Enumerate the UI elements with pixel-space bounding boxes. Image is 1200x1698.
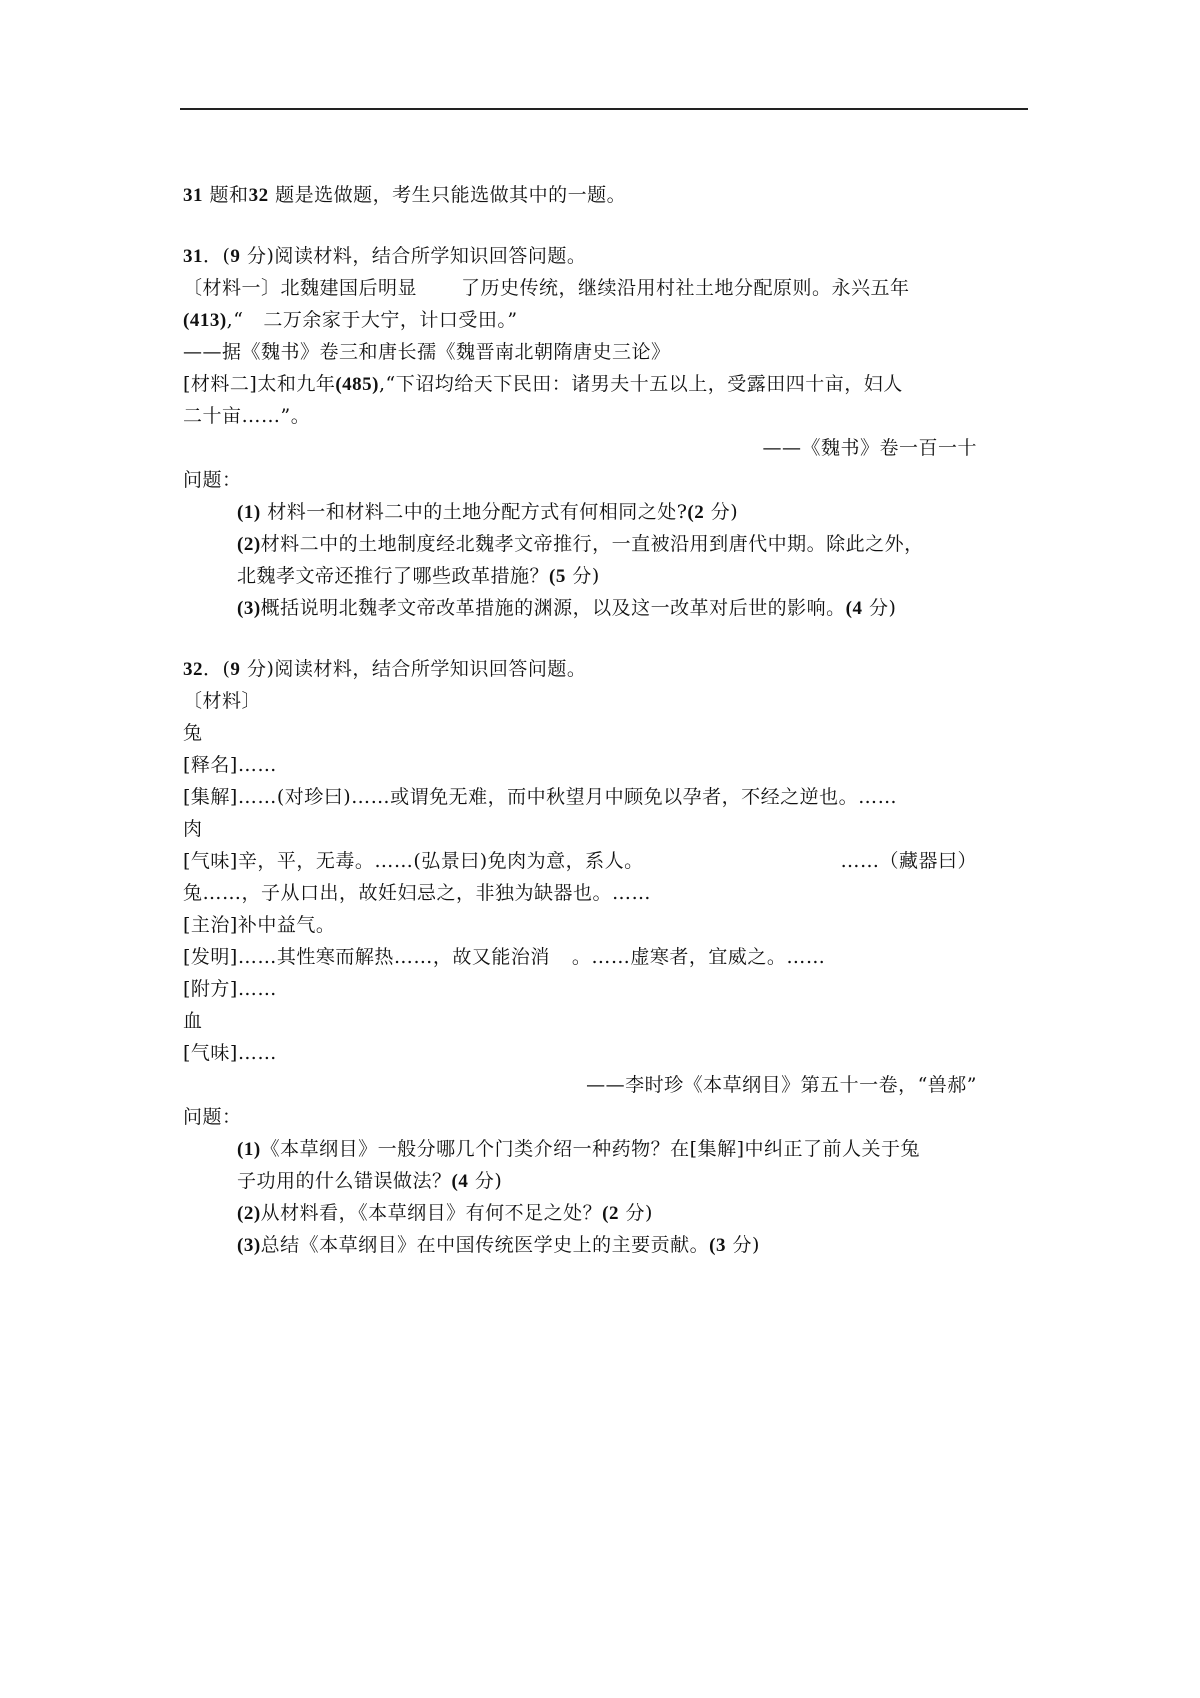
q32-stem: 32．(9 分)阅读材料，结合所学知识回答问题。 xyxy=(183,658,587,680)
q32-material-qiwei-right: ……（藏器曰） xyxy=(840,850,977,872)
q31-stem: 31．(9 分)阅读材料，结合所学知识回答问题。 xyxy=(183,245,587,267)
q32-material-qiwei: [气味]辛，平，无毒。……(弘景曰)免肉为意，系人。 xyxy=(183,850,644,872)
q31-material2-line2: 二十亩……”。 xyxy=(183,405,311,427)
q32-material-tu: 兔 xyxy=(183,722,203,744)
q31-subquestion-2-line1: (2)材料二中的土地制度经北魏孝文帝推行，一直被沿用到唐代中期。除此之外， xyxy=(237,533,924,555)
q31-material2-source: ——《魏书》卷一百一十 xyxy=(762,437,977,459)
q31-material1-line2: (413),“ 二万余家于大宁，计口受田。” xyxy=(183,309,518,331)
header-rule xyxy=(180,108,1028,110)
q31-material1-line1: 〔材料一〕北魏建国后明显 了历史传统，继续沿用村社土地分配原则。永兴五年 xyxy=(183,277,910,299)
q32-material-shiming: [释名]…… xyxy=(183,754,277,776)
intro-line: 31 题和32 题是选做题，考生只能选做其中的一题。 xyxy=(183,184,627,206)
q32-material-label: 〔材料〕 xyxy=(183,690,262,712)
q32-material-faming: [发明]……其性寒而解热……，故又能治消 。……虚寒者，宜威之。…… xyxy=(183,946,826,968)
q31-material1-source: ——据《魏书》卷三和唐长孺《魏晋南北朝隋唐史三论》 xyxy=(183,341,671,363)
q32-subquestion-3: (3)总结《本草纲目》在中国传统医学史上的主要贡献。(3 分) xyxy=(237,1234,760,1256)
q32-material-zhuzhi: [主治]补中益气。 xyxy=(183,914,336,936)
q32-material-jijie: [集解]……(对珍曰)……或谓免无难，而中秋望月中顾免以孕者，不经之逆也。…… xyxy=(183,786,898,808)
q32-subquestion-1-line2: 子功用的什么错误做法？(4 分) xyxy=(237,1170,503,1192)
q32-material-rou: 肉 xyxy=(183,818,203,840)
q31-subquestion-3: (3)概括说明北魏孝文帝改革措施的渊源，以及这一改革对后世的影响。(4 分) xyxy=(237,597,897,619)
q32-material-tu2: 兔……，子从口出，故妊妇忌之，非独为缺器也。…… xyxy=(183,882,652,904)
q32-subquestion-1-line1: (1)《本草纲目》一般分哪几个门类介绍一种药物？在[集解]中纠正了前人关于兔 xyxy=(237,1138,920,1160)
q32-source: ——李时珍《本草纲目》第五十一卷，“兽郝” xyxy=(586,1074,977,1096)
q32-subquestion-2: (2)从材料看，《本草纲目》有何不足之处？(2 分) xyxy=(237,1202,653,1224)
q31-subquestion-1: (1) 材料一和材料二中的土地分配方式有何相同之处?(2 分) xyxy=(237,501,739,523)
q32-material-fufang: [附方]…… xyxy=(183,978,277,1000)
q32-material-qiwei2: [气味]…… xyxy=(183,1042,277,1064)
q32-questions-label: 问题： xyxy=(183,1106,242,1128)
q31-subquestion-2-line2: 北魏孝文帝还推行了哪些政革措施？(5 分) xyxy=(237,565,600,587)
q31-questions-label: 问题： xyxy=(183,469,242,491)
q31-material2-line1: [材料二]太和九年(485),“下诏均给天下民田：诸男夫十五以上，受露田四十亩，妇人 xyxy=(183,373,903,395)
q32-material-xue: 血 xyxy=(183,1010,203,1032)
